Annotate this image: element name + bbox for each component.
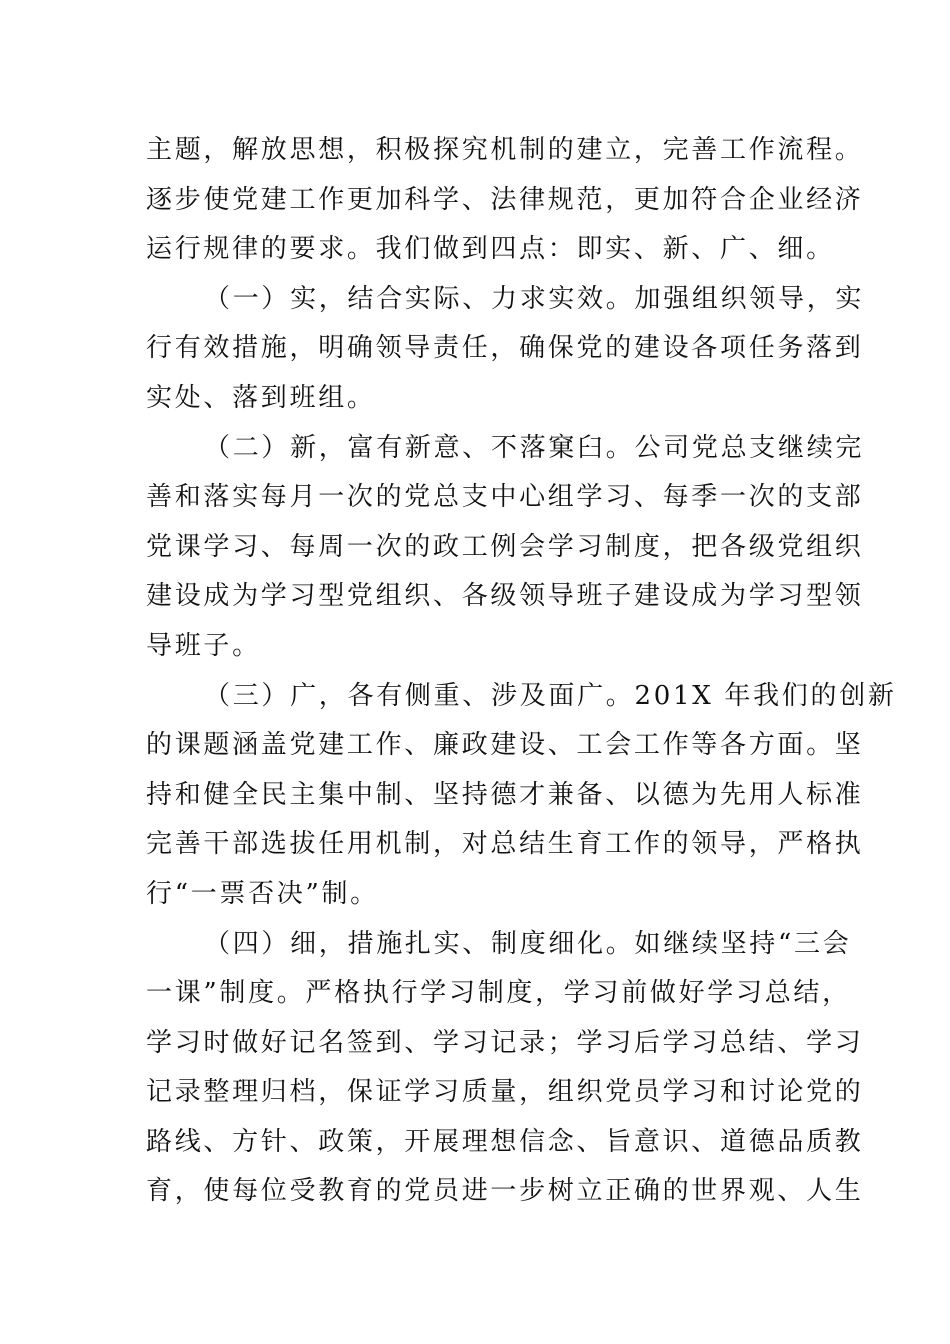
- text-line: 实处、落到班组。: [146, 382, 376, 413]
- text-line: 行有效措施，明确领导责任，确保党的建设各项任务落到: [146, 333, 864, 364]
- paragraph-heading-2: （二）新，富有新意、不落窠臼。公司党总支继续完: [204, 432, 865, 463]
- text-line: 一课”制度。严格执行学习制度，学习前做好学习总结，: [146, 978, 851, 1009]
- text-line: 运行规律的要求。我们做到四点：即实、新、广、细。: [146, 234, 835, 265]
- text-line: 的课题涵盖党建工作、廉政建设、工会工作等各方面。坚: [146, 730, 864, 761]
- paragraph-heading-4: （四）细，措施扎实、制度细化。如继续坚持“三会: [204, 928, 852, 959]
- text-line: 导班子。: [146, 630, 261, 661]
- text-line: 学习时做好记名签到、学习记录；学习后学习总结、学习: [146, 1027, 864, 1058]
- text-line: 党课学习、每周一次的政工例会学习制度，把各级党组织: [146, 531, 864, 562]
- paragraph-heading-1: （一）实，结合实际、力求实效。加强组织领导，实: [204, 283, 865, 314]
- paragraph-heading-3: （三）广，各有侧重、涉及面广。201X 年我们的创新: [204, 680, 897, 711]
- text-line: 持和健全民主集中制、坚持德才兼备、以德为先用人标准: [146, 779, 864, 810]
- text-line: 记录整理归档，保证学习质量，组织党员学习和讨论党的: [146, 1077, 864, 1108]
- body-text: [146, 126, 897, 1217]
- text-line: 主题，解放思想，积极探究机制的建立，完善工作流程。: [146, 135, 864, 165]
- text-line: 行“一票否决”制。: [146, 878, 379, 909]
- text-line: 路线、方针、政策，开展理想信念、旨意识、道德品质教: [146, 1126, 864, 1157]
- text-line: 善和落实每月一次的党总支中心组学习、每季一次的支部: [146, 482, 864, 513]
- text-line: 建设成为学习型党组织、各级领导班子建设成为学习型领: [146, 581, 864, 612]
- text-line: 逐步使党建工作更加科学、法律规范，更加符合企业经济: [146, 184, 864, 215]
- text-line: 完善干部选拔任用机制，对总结生育工作的领导，严格执: [146, 829, 864, 860]
- text-line: 育，使每位受教育的党员进一步树立正确的世界观、人生: [146, 1176, 864, 1207]
